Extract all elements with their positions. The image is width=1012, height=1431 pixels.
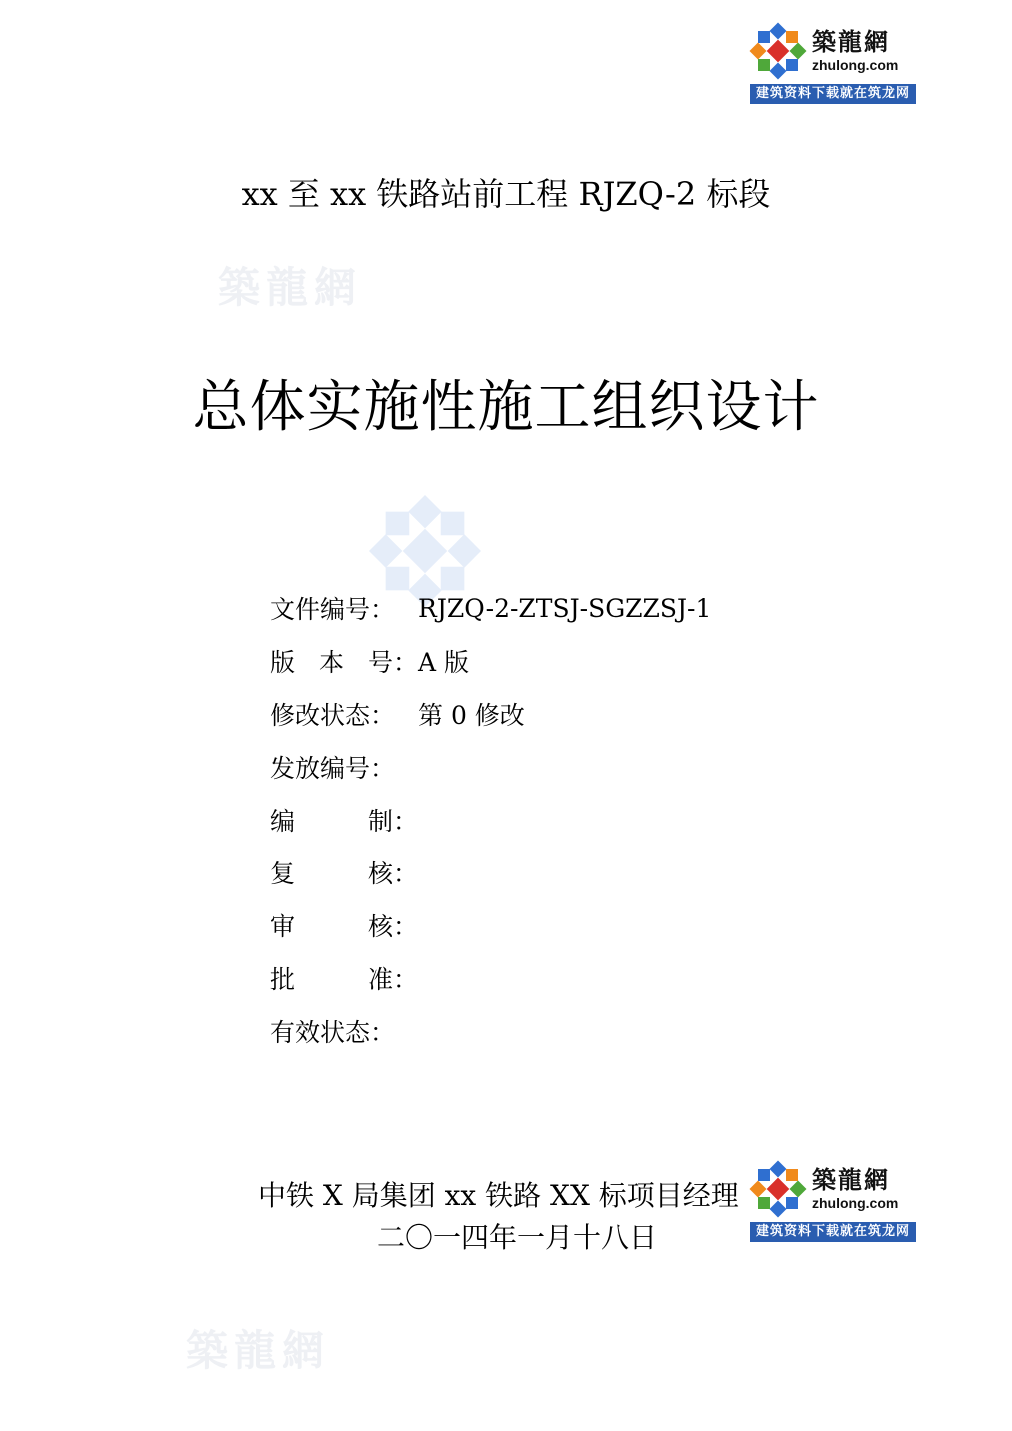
document-fields xyxy=(270,582,830,1057)
field-label-part: 号： xyxy=(367,648,418,678)
field-label-part: 有效状态： xyxy=(270,1017,396,1047)
field-label-part: 修改状态： xyxy=(270,700,396,730)
zhulong-pinwheel-icon xyxy=(748,1159,808,1219)
watermark-text-lower: 築龍網 xyxy=(186,1326,331,1375)
field-label xyxy=(270,907,418,943)
field-label xyxy=(270,802,418,838)
issue-date: 二〇一四年一月十八日 xyxy=(376,1221,657,1254)
field-label xyxy=(270,1013,418,1049)
field-label-part: 版 xyxy=(270,648,296,678)
zhulong-pinwheel-icon xyxy=(748,21,808,81)
field-value: A 版 xyxy=(418,648,470,678)
logo-domain-text: zhulong.com xyxy=(812,1195,899,1211)
document-title: 总体实施性施工组织设计 xyxy=(192,375,820,440)
logo-slogan: 建筑资料下载就在筑龙网 xyxy=(750,1222,916,1242)
zhulong-logo-top xyxy=(748,20,918,104)
logo-domain-text: zhulong.com xyxy=(812,57,899,73)
field-label-part: 文件编号： xyxy=(270,595,396,625)
field-label-part: 批 xyxy=(270,964,296,994)
field-row-approved-by xyxy=(270,952,830,1005)
field-row-distribution-number xyxy=(270,740,830,793)
field-row-revision-status xyxy=(270,688,830,741)
logo-brand-text: 築龍網 xyxy=(812,27,890,56)
field-label-part: 审 xyxy=(270,912,296,942)
logo-slogan: 建筑资料下载就在筑龙网 xyxy=(750,84,916,104)
field-row-file-number xyxy=(270,582,830,635)
field-value: 第 0 修改 xyxy=(418,700,525,730)
field-value: RJZQ-2-ZTSJ-SGZZSJ-1 xyxy=(418,593,712,623)
field-label-part: 核： xyxy=(367,912,418,942)
field-label-part: 编 xyxy=(270,806,296,836)
field-row-reviewed-by xyxy=(270,899,830,952)
field-row-validity-status xyxy=(270,1004,830,1057)
field-label-part: 复 xyxy=(270,859,296,889)
field-label-part: 核： xyxy=(367,859,418,889)
field-label xyxy=(270,696,418,732)
field-label xyxy=(270,590,418,626)
issuing-company: 中铁 X 局集团 xx 铁路 XX 标项目经理 xyxy=(258,1179,739,1212)
field-label xyxy=(270,960,418,996)
field-label-part: 发放编号： xyxy=(270,753,396,783)
watermark-text-upper: 築龍網 xyxy=(218,263,363,312)
zhulong-logo-bottom xyxy=(748,1158,918,1242)
logo-brand-text: 築龍網 xyxy=(812,1165,890,1194)
field-label xyxy=(270,854,418,890)
field-label-part: 本 xyxy=(318,648,344,678)
field-row-checked-by xyxy=(270,846,830,899)
field-row-prepared-by xyxy=(270,793,830,846)
field-label xyxy=(270,643,418,679)
field-label-part: 制： xyxy=(367,806,418,836)
field-label-part: 准： xyxy=(367,964,418,994)
project-name: xx 至 xx 铁路站前工程 RJZQ-2 标段 xyxy=(241,175,771,213)
field-label xyxy=(270,749,418,785)
field-row-version xyxy=(270,635,830,688)
